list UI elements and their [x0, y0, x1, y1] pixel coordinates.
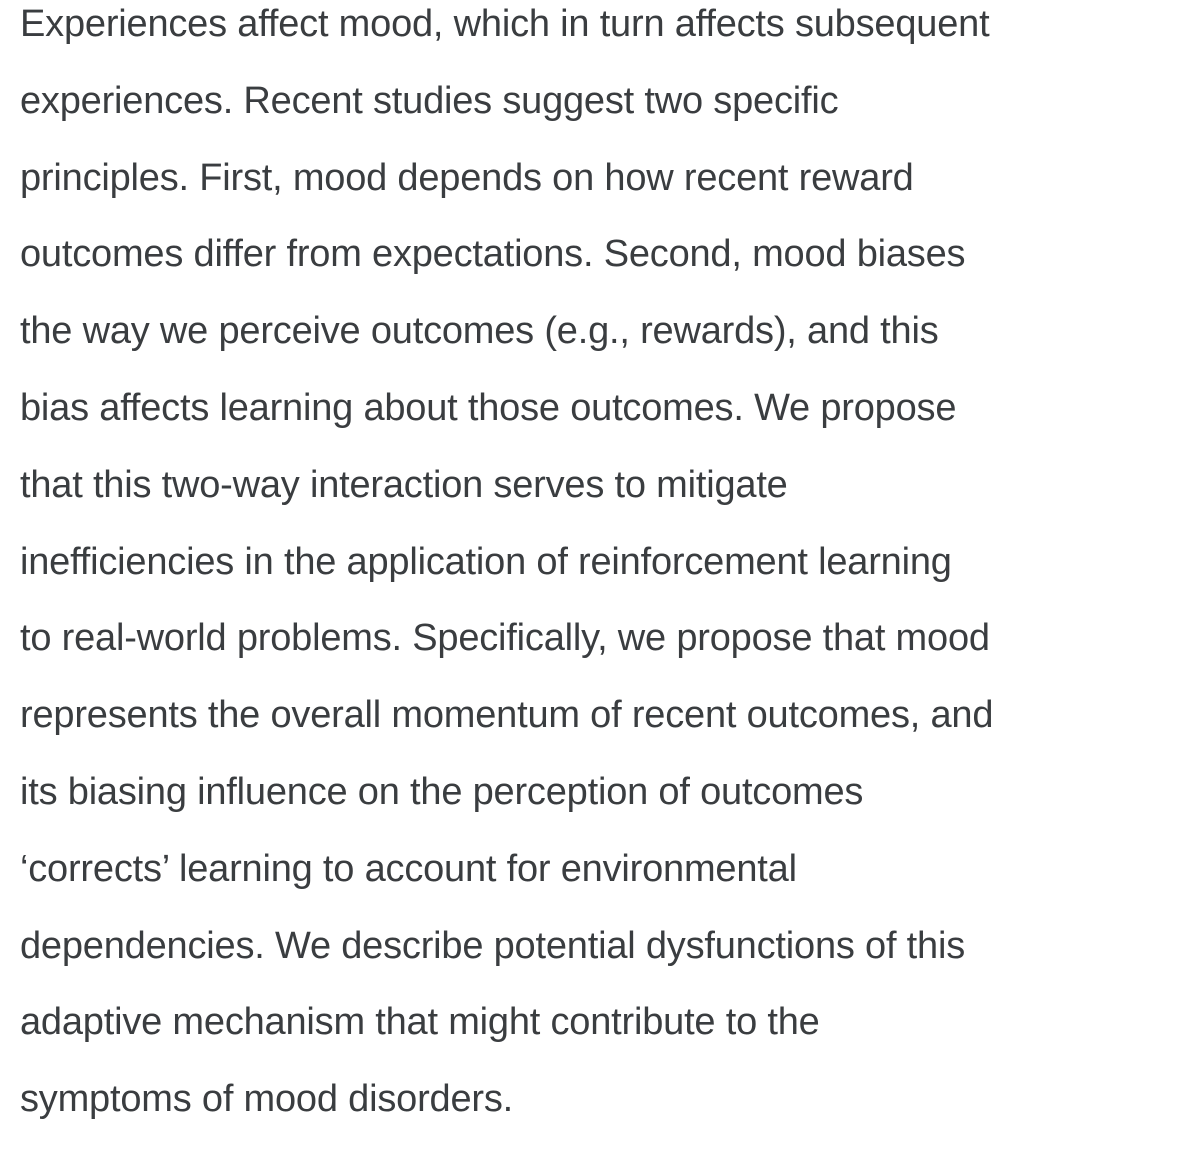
abstract-line: adaptive mechanism that might contribute to the — [20, 1001, 820, 1044]
abstract-line: principles. First, mood depends on how recent reward — [20, 156, 914, 199]
abstract-line: Experiences affect mood, which in turn affects subsequent — [20, 3, 990, 45]
abstract-line: outcomes differ from expectations. Second, mood biases — [20, 233, 966, 276]
abstract-line: ‘corrects’ learning to account for environmental — [20, 847, 797, 890]
abstract-line: the way we perceive outcomes (e.g., rewards), and this — [20, 310, 939, 353]
abstract-line: represents the overall momentum of recent outcomes, and — [20, 694, 994, 737]
abstract-line: that this two-way interaction serves to mitigate — [20, 463, 788, 506]
abstract-line: dependencies. We describe potential dysfunctions of this — [20, 924, 966, 967]
abstract-line: experiences. Recent studies suggest two specific — [20, 79, 839, 122]
abstract-line: inefficiencies in the application of reinforcement learning — [20, 540, 952, 583]
abstract-line: to real-world problems. Specifically, we propose that mood — [20, 617, 990, 660]
abstract-line: its biasing influence on the perception of outcomes — [20, 770, 864, 813]
abstract-line: bias affects learning about those outcomes. We propose — [20, 386, 957, 429]
abstract-line: symptoms of mood disorders. — [20, 1078, 513, 1121]
